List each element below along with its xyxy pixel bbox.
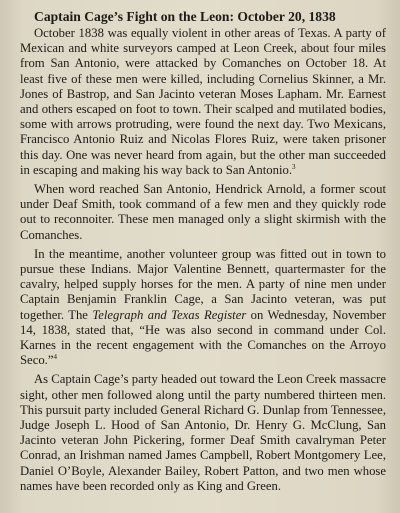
section-heading: Captain Cage’s Fight on the Leon: October 20, 1838 xyxy=(34,9,336,24)
footnote-marker: 3 xyxy=(292,162,296,171)
footnote-marker: 4 xyxy=(53,353,57,362)
paragraph-text: When word reached San Antonio, Hendrick Arnold, a former scout under Deaf Smith, took command of a few men and they quickly rode out to reconnoiter. These men managed only a slight skirmish with the Comanches. xyxy=(20,182,386,242)
paragraph xyxy=(20,372,386,494)
paragraph-text: on Wednesday, November 14, 1838, stated that, “He was also second in command under Col. Karnes in the recent engagement with the Comanches on the Arroyo Seco.” xyxy=(20,307,386,368)
publication-title: Telegraph and Texas Register xyxy=(92,307,247,322)
article-body xyxy=(20,26,386,494)
paragraph-text: In the meantime, another volunteer group was fitted out in town to pursue these Indians. Major Valentine Bennett, quartermaster for the cavalry, helped supply horses for the men. A party of nine men under Captain Benjamin Franklin Cage, a San Jacinto veteran, was put together. The xyxy=(20,246,386,322)
paragraph-text: October 1838 was equally violent in other areas of Texas. A party of Mexican and white surveyors camped at Leon Creek, about four miles from San Antonio, were attacked by Comanches on October 18. At least five of these men were killed, including Cornelius Skinner, a Mr. Jones of Bastrop, and San Jacinto veteran Moses Lapham. Mr. Earnest and others escaped on foot to town. Their scalped and mutilated bodies, some with arrows protruding, were found the next day. Two Mexicans, Francisco Antonio Ruiz and Nicolas Flores Ruiz, were taken prisoner this day. One was never heard from again, but the other man succeeded in escaping and making his way back to San Antonio. xyxy=(20,26,386,177)
paragraph xyxy=(20,182,386,243)
paragraph xyxy=(20,247,386,369)
paragraph xyxy=(20,26,386,178)
paragraph-text: As Captain Cage’s party headed out toward the Leon Creek massacre sight, other men followed along until the party numbered thirteen men. This pursuit party included General Richard G. Dunlap from Tennessee, Judge Joseph L. Hood of San Antonio, Dr. Henry G. McClung, San Jacinto veteran John Pickering, former Deaf Smith cavalryman Peter Conrad, an Irishman named James Campbell, Robert Montgomery Lee, Daniel O’Boyle, Alexander Bailey, Robert Patton, and two men whose names have been recorded only as King and Green. xyxy=(20,372,386,493)
